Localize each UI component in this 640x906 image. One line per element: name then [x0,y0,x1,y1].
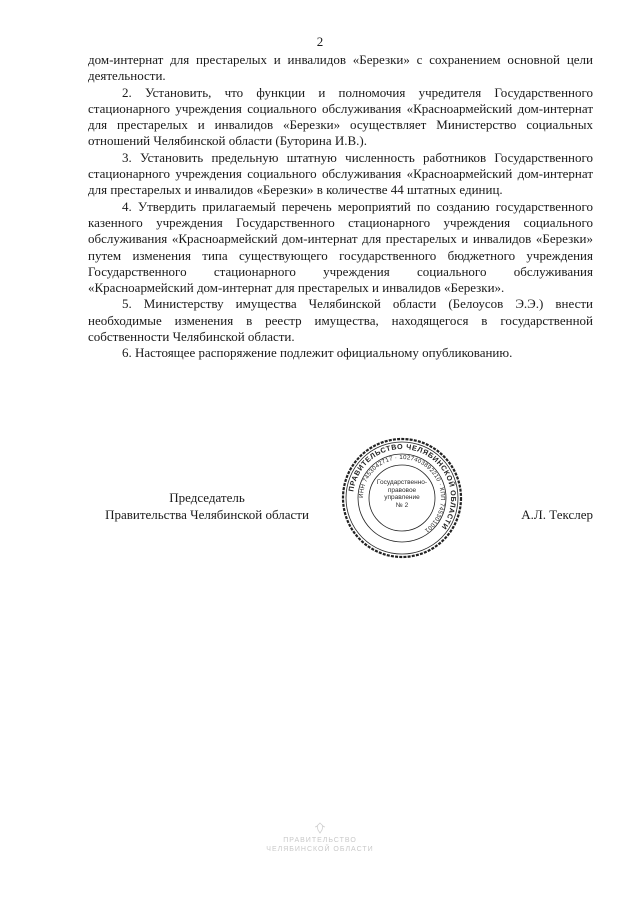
paragraph-2-founder: 2. Установить, что функции и полномочия учредителя Государственного стационарного учреждения социального обслуживания «Красноармейский дом-интернат для престарелых и инвалидов «Березки» осуществляет Министерство социальных отношений Челябинской области (Буторина И.В.). [88,84,593,149]
signatory-title-line1: Председатель [169,490,245,505]
footer-watermark-line2: ЧЕЛЯБИНСКОЙ ОБЛАСТИ [266,846,374,853]
footer-watermark-line1: ПРАВИТЕЛЬСТВО [283,837,357,844]
seal-outer-text: ПРАВИТЕЛЬСТВО ЧЕЛЯБИНСКОЙ ОБЛАСТИ [346,441,459,532]
paragraph-continuation: дом-интернат для престарелых и инвалидов «Березки» с сохранением основной цели деятельности. [88,52,593,84]
seal-center-line1: Государственно- [376,479,428,486]
footer-watermark [0,822,640,854]
document-body [88,52,593,362]
paragraph-3-staff-count: 3. Установить предельную штатную численность работников Государственного стационарного учреждения социального обслуживания «Красноармейский дом-интернат для престарелых и инвалидов «Березки» в количестве 44 штатных единиц. [88,149,593,198]
page-number: 2 [316,34,324,49]
signatory-name: А.Л. Текслер [521,507,593,522]
signatory-title-line2: Правительства Челябинской области [105,506,309,522]
coat-of-arms-icon [313,822,327,834]
paragraph-6-publication: 6. Настоящее распоряжение подлежит официальному опубликованию. [122,345,513,361]
paragraph-4-measures: 4. Утвердить прилагаемый перечень мероприятий по созданию государственного казенного учреждения Государственного стационарного учреждения социального обслуживания «Красноармейский дом-интернат для престарелых и инвалидов «Березки» путем изменения типа существующего государственного бюджетного учреждения Государственного стационарного учреждения социального обслуживания «Красноармейский дом-интернат для престарелых и инвалидов «Березки». [88,198,593,296]
seal-middle-text: ИНН 7453042717 · 1027403892210 · КПП 745301001 [358,454,446,534]
seal-center-line2: правовое [387,486,417,494]
signatory-title [82,490,332,523]
seal-center-number: № 2 [395,501,409,509]
seal-center-line3: управление [384,494,420,501]
seal-center-text [370,479,434,509]
paragraph-5-property-registry: 5. Министерству имущества Челябинской области (Белоусов Э.Э.) внести необходимые изменения в реестр имущества, находящегося в государственной собственности Челябинской области. [88,296,593,345]
official-seal [340,436,464,560]
